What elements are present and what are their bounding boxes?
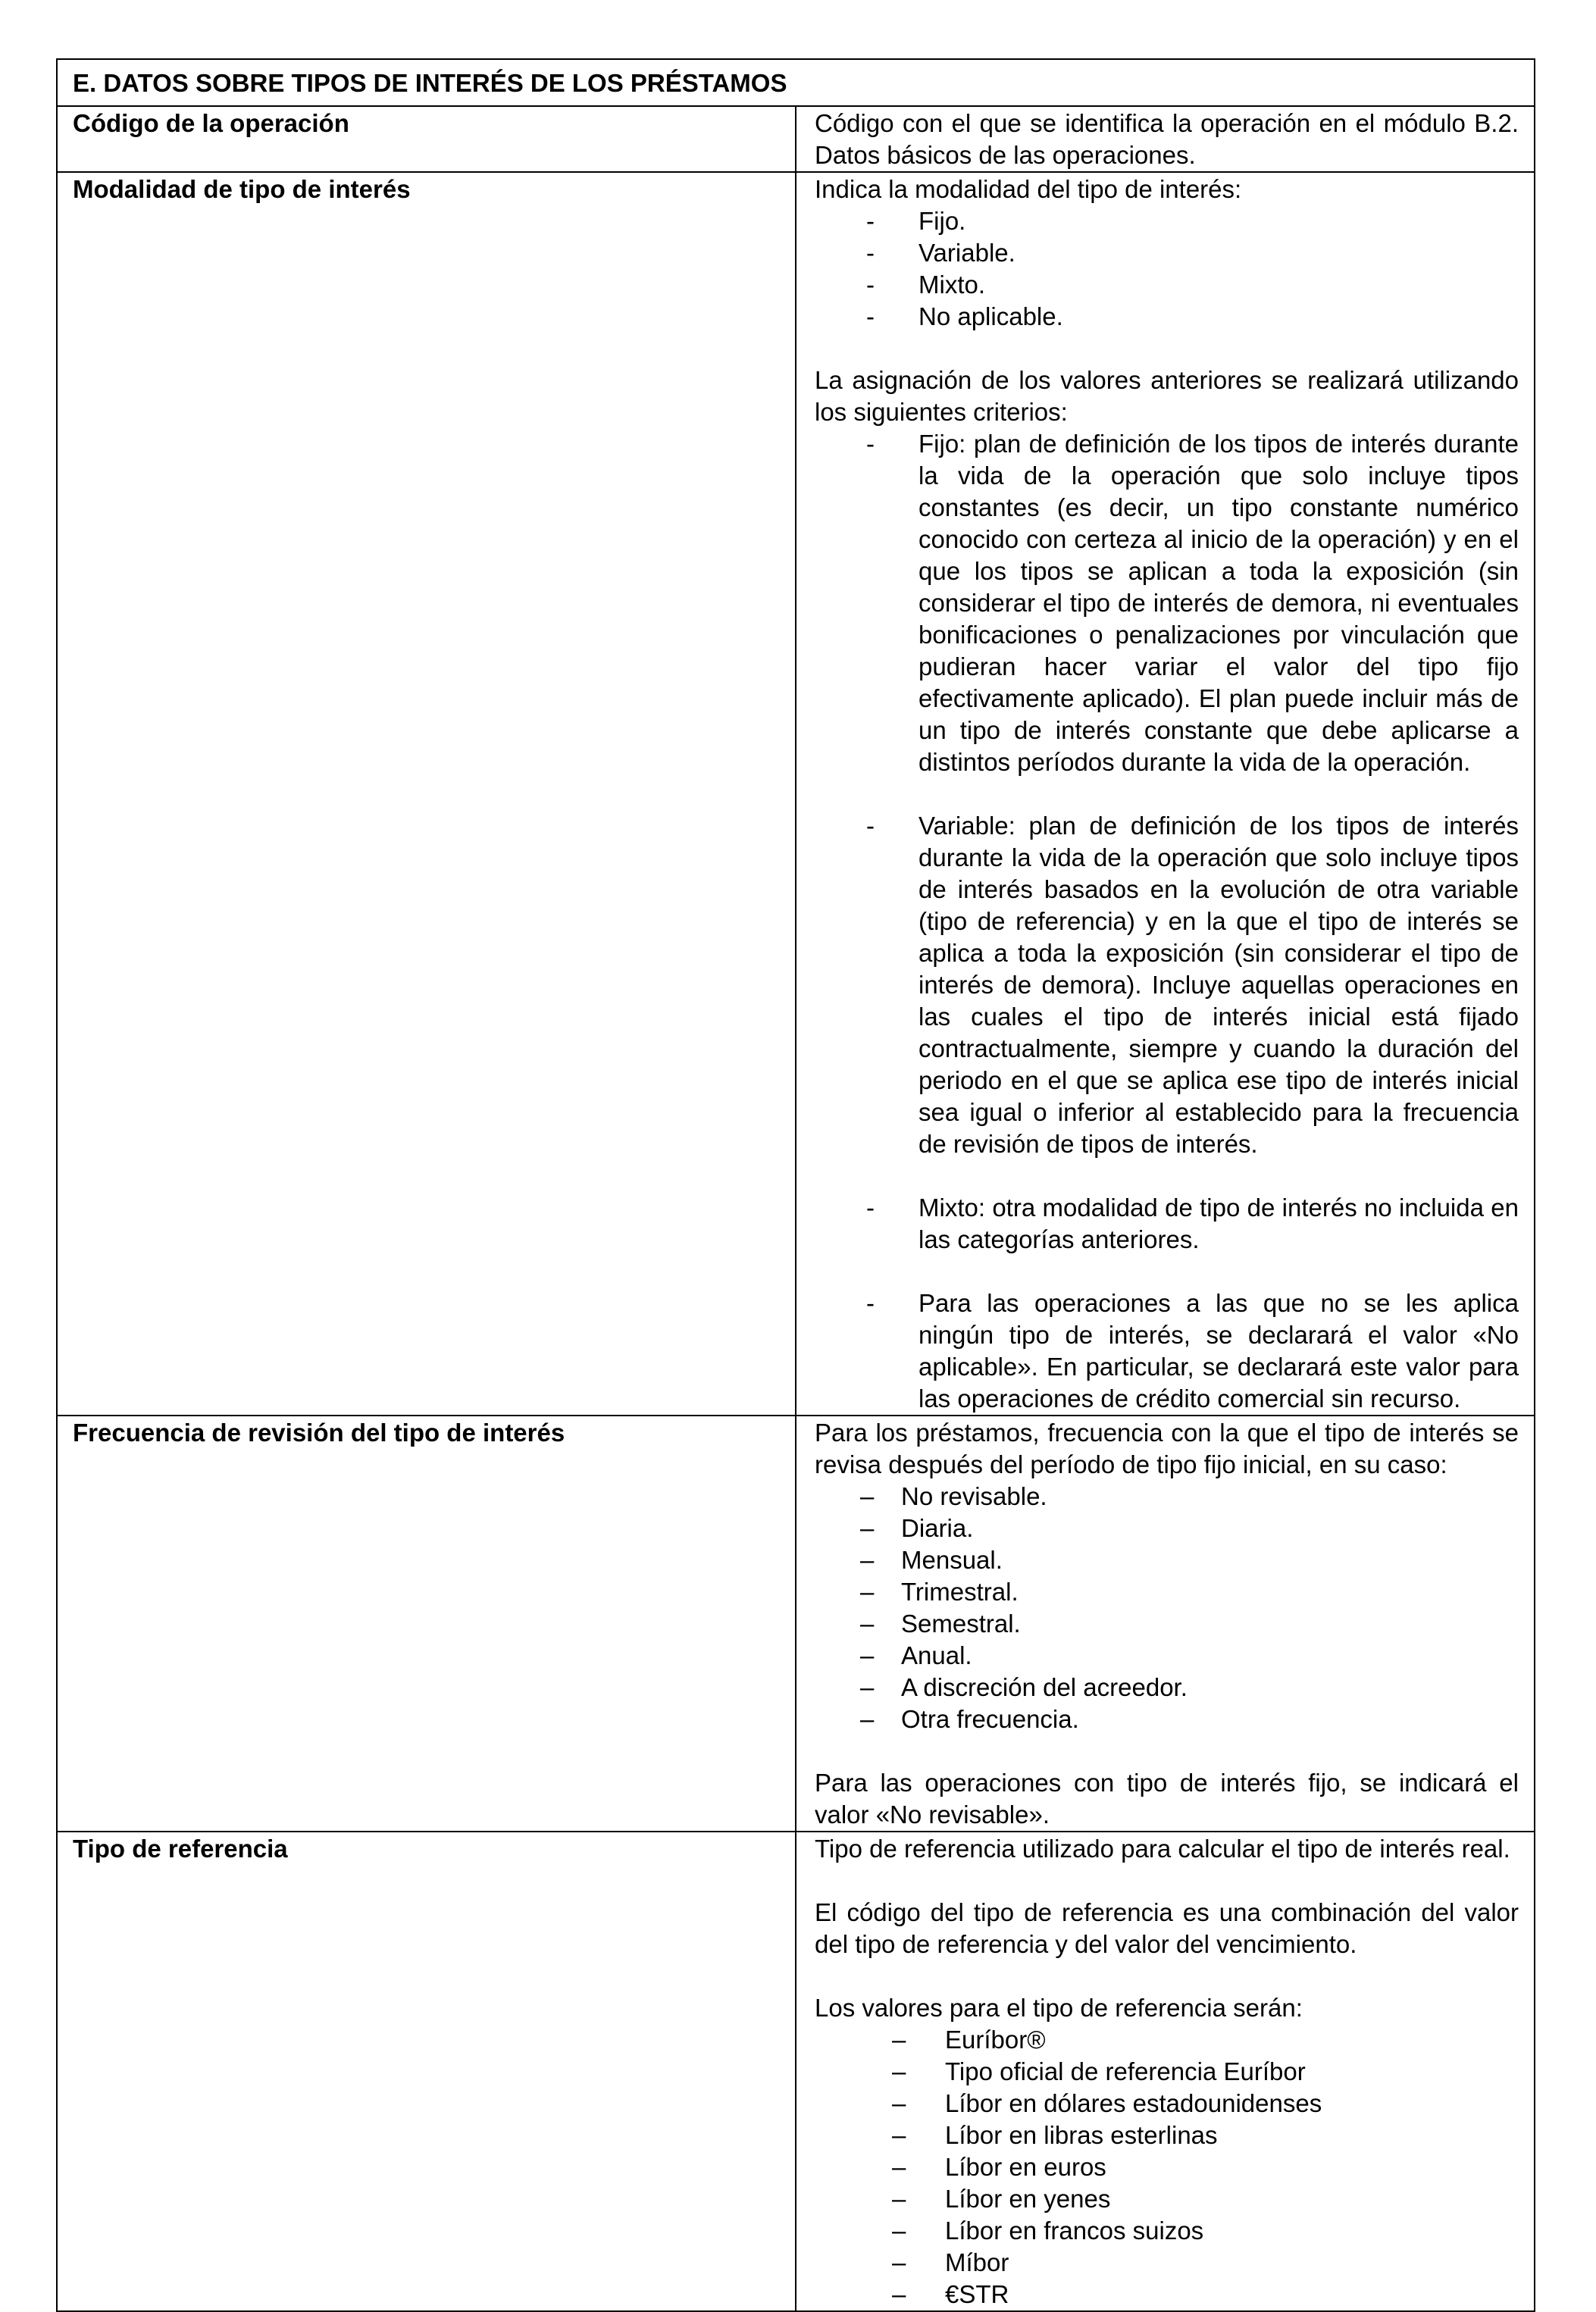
list-item-text: Variable. xyxy=(918,239,1015,267)
list-item-text: No revisable. xyxy=(901,1482,1047,1510)
row-label-modalidad: Modalidad de tipo de interés xyxy=(57,172,796,1416)
list-item-text: Mixto. xyxy=(918,271,986,299)
list-item xyxy=(815,269,1519,301)
row-desc-frecuencia xyxy=(796,1416,1535,1832)
dash-bullet: – xyxy=(892,2248,906,2276)
frecuencia-intro: Para los préstamos, frecuencia con la que el tipo de interés se revisa después del período de tipo fijo inicial, en su caso: xyxy=(815,1419,1519,1478)
list-item-text: Diaria. xyxy=(901,1514,974,1542)
list-item-text: Trimestral. xyxy=(901,1578,1019,1606)
list-item xyxy=(815,2279,1519,2310)
list-item-text: Fijo: plan de definición de los tipos de interés durante la vida de la operación que solo incluye tipos constantes (es decir, un tipo constante numérico conocido con certeza al inicio de la operación) y en el que los tipos se aplican a toda la exposición (sin considerar el tipo de interés de demora, ni eventuales bonificaciones o penalizaciones por vinculación que pudieran hacer variar el valor del tipo fijo efectivamente aplicado). El plan puede incluir más de un tipo de interés constante que debe aplicarse a distintos períodos durante la vida de la operación. xyxy=(918,430,1519,776)
frecuencia-note: Para las operaciones con tipo de interés fijo, se indicará el valor «No revisable». xyxy=(815,1769,1519,1829)
dash-bullet: – xyxy=(860,1641,875,1669)
list-item xyxy=(815,1672,1519,1703)
row-desc-codigo xyxy=(796,106,1535,172)
list-item-text: Fijo. xyxy=(918,207,966,235)
interest-rate-table xyxy=(56,58,1535,2312)
dash-bullet: – xyxy=(892,2121,906,2149)
list-item-text: Euríbor® xyxy=(945,2026,1046,2054)
list-item xyxy=(815,428,1519,778)
list-item xyxy=(815,2120,1519,2151)
list-item xyxy=(815,810,1519,1160)
list-item xyxy=(815,2215,1519,2247)
codigo-text: Código con el que se identifica la operación en el módulo B.2. Datos básicos de las operaciones. xyxy=(815,109,1519,169)
list-item xyxy=(815,301,1519,333)
section-title: E. DATOS SOBRE TIPOS DE INTERÉS DE LOS PRÉSTAMOS xyxy=(57,59,1535,106)
dash-bullet: - xyxy=(866,207,875,235)
list-item-text: €STR xyxy=(945,2280,1009,2308)
list-item xyxy=(815,2183,1519,2215)
dash-bullet: – xyxy=(860,1546,875,1574)
list-item-text: Mensual. xyxy=(901,1546,1003,1574)
modalidad-values-list xyxy=(815,205,1519,333)
list-item-text: Míbor xyxy=(945,2248,1009,2276)
list-item xyxy=(815,1703,1519,1735)
list-item xyxy=(815,1608,1519,1640)
dash-bullet: – xyxy=(892,2057,906,2085)
list-item xyxy=(815,1544,1519,1576)
modalidad-criteria-intro: La asignación de los valores anteriores se realizará utilizando los siguientes criterios: xyxy=(815,366,1519,426)
frecuencia-values-list xyxy=(815,1481,1519,1735)
list-item xyxy=(815,237,1519,269)
dash-bullet: – xyxy=(860,1482,875,1510)
list-item xyxy=(815,1576,1519,1608)
table-row xyxy=(57,1832,1535,2311)
dash-bullet: - xyxy=(866,430,875,458)
dash-bullet: – xyxy=(860,1578,875,1606)
dash-bullet: – xyxy=(892,2217,906,2245)
referencia-values-list xyxy=(815,2024,1519,2310)
list-item xyxy=(815,1192,1519,1256)
list-item xyxy=(815,1287,1519,1415)
row-desc-referencia xyxy=(796,1832,1535,2311)
list-item-text: Anual. xyxy=(901,1641,972,1669)
list-item xyxy=(815,205,1519,237)
list-item xyxy=(815,2151,1519,2183)
list-item xyxy=(815,2056,1519,2088)
list-item-text: Otra frecuencia. xyxy=(901,1705,1079,1733)
list-item-text: Líbor en francos suizos xyxy=(945,2217,1204,2245)
list-item-text: Variable: plan de definición de los tipos de interés durante la vida de la operación que solo incluye tipos de interés basados en la evolución de otra variable (tipo de referencia) y en la que el tipo de interés se aplica a toda la exposición (sin considerar el tipo de interés de demora). Incluye aquellas operaciones en las cuales el tipo de interés inicial está fijado contractualmente, siempre y cuando la duración del periodo en el que se aplica ese tipo de interés inicial sea igual o inferior al establecido para la frecuencia de revisión de tipos de interés. xyxy=(918,812,1519,1158)
list-item xyxy=(815,2088,1519,2120)
row-label-codigo: Código de la operación xyxy=(57,106,796,172)
table-row xyxy=(57,106,1535,172)
list-item xyxy=(815,1640,1519,1672)
list-item-text: No aplicable. xyxy=(918,302,1063,330)
list-item-text: Para las operaciones a las que no se les aplica ningún tipo de interés, se declarará el valor «No aplicable». En particular, se declarará este valor para las operaciones de crédito comercial sin recurso. xyxy=(918,1289,1519,1413)
list-item-text: Tipo oficial de referencia Euríbor xyxy=(945,2057,1306,2085)
list-item-text: A discreción del acreedor. xyxy=(901,1673,1188,1701)
dash-bullet: – xyxy=(892,2280,906,2308)
modalidad-intro: Indica la modalidad del tipo de interés: xyxy=(815,175,1242,203)
list-item xyxy=(815,1513,1519,1544)
dash-bullet: – xyxy=(892,2026,906,2054)
list-item-text: Líbor en dólares estadounidenses xyxy=(945,2089,1322,2117)
row-desc-modalidad xyxy=(796,172,1535,1416)
list-item-text: Líbor en libras esterlinas xyxy=(945,2121,1218,2149)
referencia-text-1: Tipo de referencia utilizado para calcular el tipo de interés real. xyxy=(815,1835,1510,1863)
table-row xyxy=(57,172,1535,1416)
dash-bullet: – xyxy=(860,1673,875,1701)
dash-bullet: - xyxy=(866,271,875,299)
dash-bullet: – xyxy=(860,1705,875,1733)
list-item-text: Líbor en euros xyxy=(945,2153,1106,2181)
modalidad-criteria-list xyxy=(815,428,1519,1415)
dash-bullet: – xyxy=(892,2153,906,2181)
dash-bullet: - xyxy=(866,1289,875,1317)
list-item xyxy=(815,1481,1519,1513)
dash-bullet: – xyxy=(892,2089,906,2117)
dash-bullet: - xyxy=(866,1194,875,1222)
table-row xyxy=(57,1416,1535,1832)
referencia-text-3: Los valores para el tipo de referencia serán: xyxy=(815,1994,1303,2022)
dash-bullet: - xyxy=(866,812,875,840)
row-label-referencia: Tipo de referencia xyxy=(57,1832,796,2311)
list-item xyxy=(815,2247,1519,2279)
dash-bullet: – xyxy=(860,1610,875,1638)
dash-bullet: – xyxy=(892,2185,906,2213)
dash-bullet: - xyxy=(866,302,875,330)
list-item-text: Líbor en yenes xyxy=(945,2185,1111,2213)
document-page xyxy=(56,58,1535,2312)
list-item xyxy=(815,2024,1519,2056)
referencia-text-2: El código del tipo de referencia es una combinación del valor del tipo de referencia y del valor del vencimiento. xyxy=(815,1898,1519,1958)
row-label-frecuencia: Frecuencia de revisión del tipo de interés xyxy=(57,1416,796,1832)
dash-bullet: – xyxy=(860,1514,875,1542)
list-item-text: Semestral. xyxy=(901,1610,1021,1638)
dash-bullet: - xyxy=(866,239,875,267)
list-item-text: Mixto: otra modalidad de tipo de interés no incluida en las categorías anteriores. xyxy=(918,1194,1519,1253)
